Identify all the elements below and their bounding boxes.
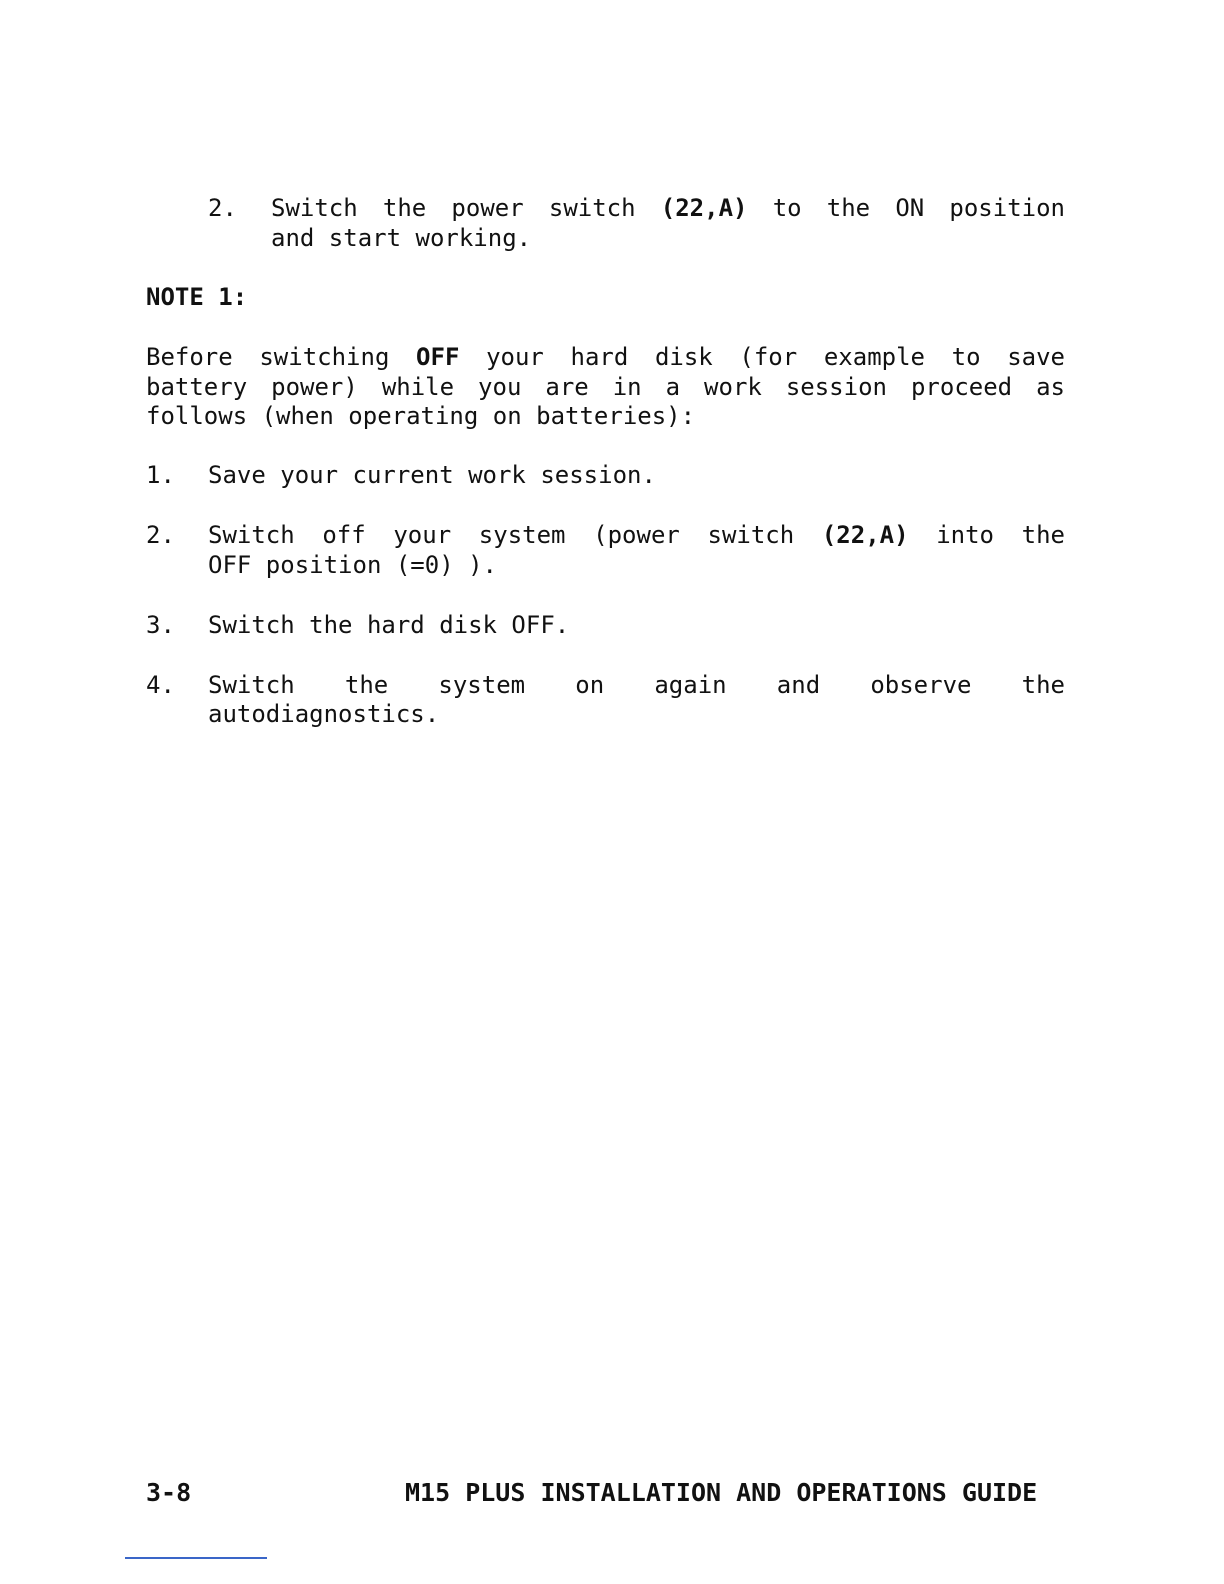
step-3-text: Switch the hard disk OFF. (208, 611, 570, 639)
step-1-text: Save your current work session. (208, 461, 656, 489)
step-2-intro-number: 2. (208, 194, 237, 222)
note-heading: NOTE 1: (146, 283, 248, 311)
step-2-line-2: OFF position (=0) ). (208, 551, 497, 579)
step-3-number: 3. (146, 611, 175, 639)
step-1-number: 1. (146, 461, 175, 489)
page-number: 3-8 (146, 1478, 192, 1507)
bottom-rule (125, 1557, 267, 1559)
step-2-text: Switch off your system (power switch (22,A) into the (208, 521, 1065, 549)
step-4-line-2: autodiagnostics. (208, 700, 440, 728)
step-2-number: 2. (146, 521, 175, 549)
step-2-intro-line-1: Switch the power switch (22,A) to the ON position (271, 194, 1066, 222)
paragraph-line-1: Before switching OFF your hard disk (for example to save (146, 343, 1065, 371)
step-2-intro-line-2: and start working. (271, 224, 532, 252)
step-4-number: 4. (146, 671, 175, 699)
paragraph-line-2: battery power) while you are in a work session proceed as (146, 373, 1065, 401)
footer-title: M15 PLUS INSTALLATION AND OPERATIONS GUIDE (405, 1478, 1038, 1507)
paragraph-line-3: follows (when operating on batteries): (146, 402, 696, 430)
step-4-text: Switch the system on again and observe the (208, 671, 1065, 699)
